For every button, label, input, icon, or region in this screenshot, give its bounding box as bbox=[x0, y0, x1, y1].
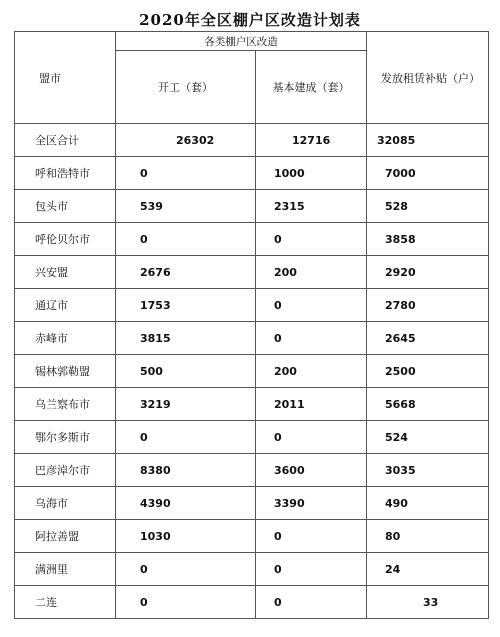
started-cell: 26302 bbox=[116, 124, 256, 157]
region-cell: 阿拉善盟 bbox=[15, 520, 116, 553]
region-cell: 呼和浩特市 bbox=[15, 157, 116, 190]
region-cell: 鄂尔多斯市 bbox=[15, 421, 116, 454]
subsidy-cell: 80 bbox=[367, 520, 489, 553]
completed-cell: 0 bbox=[256, 553, 367, 586]
region-cell: 包头市 bbox=[15, 190, 116, 223]
table-row bbox=[15, 355, 489, 388]
subsidy-cell: 524 bbox=[367, 421, 489, 454]
subsidy-cell: 24 bbox=[367, 553, 489, 586]
completed-cell: 200 bbox=[256, 256, 367, 289]
completed-cell: 3600 bbox=[256, 454, 367, 487]
subsidy-cell: 2500 bbox=[367, 355, 489, 388]
completed-cell: 0 bbox=[256, 520, 367, 553]
subsidy-cell: 5668 bbox=[367, 388, 489, 421]
started-cell: 4390 bbox=[116, 487, 256, 520]
subsidy-cell: 2920 bbox=[367, 256, 489, 289]
region-cell: 乌海市 bbox=[15, 487, 116, 520]
table-row bbox=[15, 223, 489, 256]
started-cell: 0 bbox=[116, 421, 256, 454]
started-cell: 0 bbox=[116, 223, 256, 256]
table-row bbox=[15, 421, 489, 454]
header-group: 各类棚户区改造 bbox=[116, 32, 367, 51]
table-row bbox=[15, 256, 489, 289]
started-cell: 8380 bbox=[116, 454, 256, 487]
completed-cell: 0 bbox=[256, 421, 367, 454]
table-row bbox=[15, 157, 489, 190]
region-cell: 通辽市 bbox=[15, 289, 116, 322]
region-cell: 满洲里 bbox=[15, 553, 116, 586]
table-row bbox=[15, 322, 489, 355]
header-completed: 基本建成（套） bbox=[256, 51, 367, 124]
region-cell: 乌兰察布市 bbox=[15, 388, 116, 421]
completed-cell: 0 bbox=[256, 322, 367, 355]
completed-cell: 0 bbox=[256, 586, 367, 619]
table-row bbox=[15, 388, 489, 421]
header-started: 开工（套） bbox=[116, 51, 256, 124]
subsidy-cell: 33 bbox=[367, 586, 489, 619]
started-cell: 0 bbox=[116, 586, 256, 619]
region-cell: 兴安盟 bbox=[15, 256, 116, 289]
region-cell: 全区合计 bbox=[15, 124, 116, 157]
subsidy-cell: 2645 bbox=[367, 322, 489, 355]
region-cell: 赤峰市 bbox=[15, 322, 116, 355]
completed-cell: 3390 bbox=[256, 487, 367, 520]
subsidy-cell: 2780 bbox=[367, 289, 489, 322]
started-cell: 0 bbox=[116, 553, 256, 586]
region-cell: 二连 bbox=[15, 586, 116, 619]
total-row bbox=[15, 124, 489, 157]
subsidy-cell: 3035 bbox=[367, 454, 489, 487]
completed-cell: 12716 bbox=[256, 124, 367, 157]
started-cell: 500 bbox=[116, 355, 256, 388]
completed-cell: 0 bbox=[256, 223, 367, 256]
subsidy-cell: 3858 bbox=[367, 223, 489, 256]
page-title: 2020年全区棚户区改造计划表 bbox=[139, 11, 361, 29]
table-row bbox=[15, 190, 489, 223]
table-row bbox=[15, 553, 489, 586]
started-cell: 1753 bbox=[116, 289, 256, 322]
completed-cell: 200 bbox=[256, 355, 367, 388]
renovation-plan-table bbox=[14, 31, 489, 619]
started-cell: 539 bbox=[116, 190, 256, 223]
subsidy-cell: 490 bbox=[367, 487, 489, 520]
completed-cell: 0 bbox=[256, 289, 367, 322]
subsidy-cell: 7000 bbox=[367, 157, 489, 190]
header-subsidy: 发放租赁补贴（户） bbox=[367, 32, 489, 124]
started-cell: 0 bbox=[116, 157, 256, 190]
started-cell: 1030 bbox=[116, 520, 256, 553]
region-cell: 呼伦贝尔市 bbox=[15, 223, 116, 256]
table-row bbox=[15, 487, 489, 520]
header-region: 盟市 bbox=[15, 32, 116, 124]
region-cell: 巴彦淖尔市 bbox=[15, 454, 116, 487]
completed-cell: 1000 bbox=[256, 157, 367, 190]
started-cell: 3219 bbox=[116, 388, 256, 421]
region-cell: 锡林郭勒盟 bbox=[15, 355, 116, 388]
table-row bbox=[15, 454, 489, 487]
subsidy-cell: 528 bbox=[367, 190, 489, 223]
subsidy-cell: 32085 bbox=[367, 124, 489, 157]
started-cell: 3815 bbox=[116, 322, 256, 355]
table-row bbox=[15, 289, 489, 322]
started-cell: 2676 bbox=[116, 256, 256, 289]
table-row bbox=[15, 586, 489, 619]
completed-cell: 2011 bbox=[256, 388, 367, 421]
completed-cell: 2315 bbox=[256, 190, 367, 223]
table-row bbox=[15, 520, 489, 553]
